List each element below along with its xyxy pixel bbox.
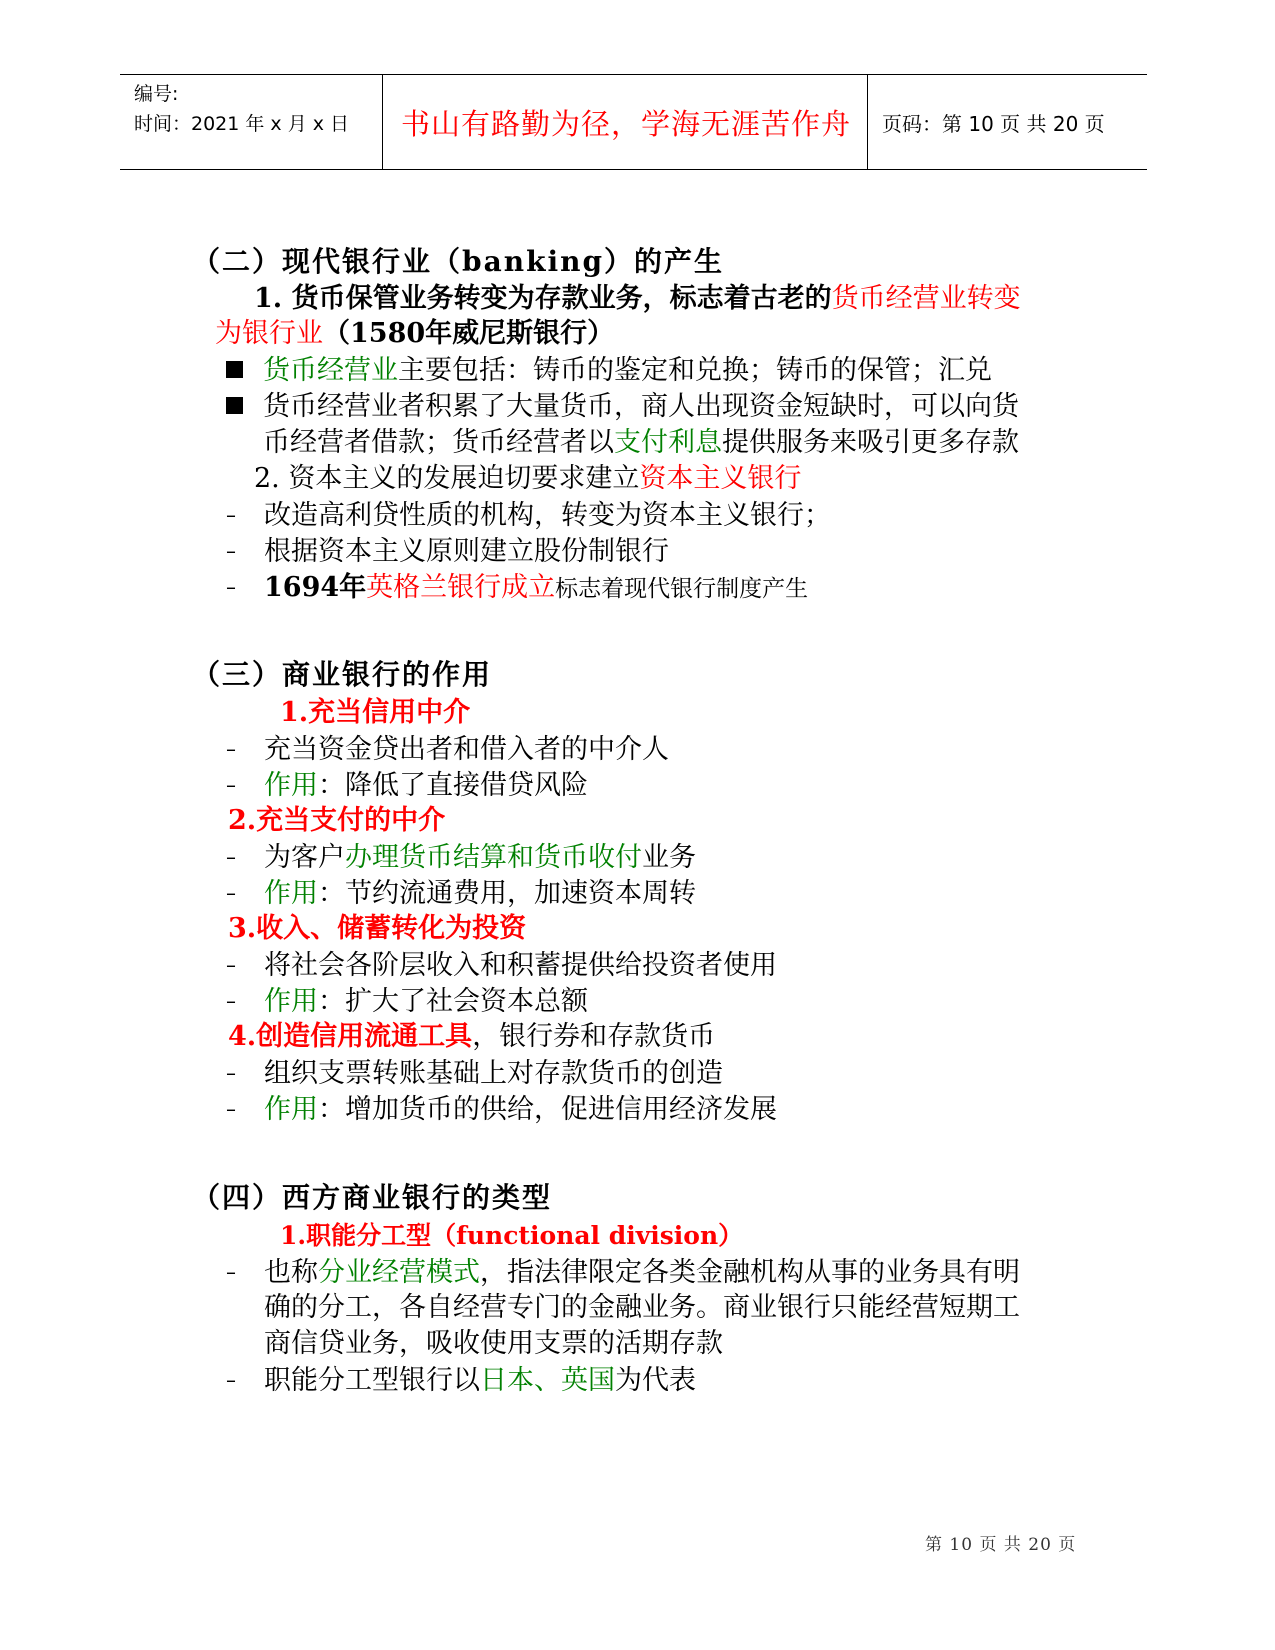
dash-item <box>226 1091 777 1128</box>
text: 为客户 <box>264 842 345 873</box>
text: ：扩大了社会资本总额 <box>318 986 588 1017</box>
header-motto: 书山有路勤为径，学海无涯苦作舟 <box>400 106 851 141</box>
text: ，指法律限定各类金融机构从事的业务具有明 <box>480 1257 1020 1288</box>
text: 充当资金贷出者和借入者的中介人 <box>264 734 669 765</box>
header-divider <box>382 75 383 169</box>
dash-item <box>226 947 777 984</box>
dash-bullet-icon: – <box>226 1097 236 1121</box>
dash-bullet-icon: – <box>226 539 236 563</box>
text: ，银行券和存款货币 <box>472 1021 716 1052</box>
subsection-title: 2.充当支付的中介 <box>228 805 446 836</box>
subsection-title: 3.收入、储蓄转化为投资 <box>228 913 527 944</box>
text: 币经营者借款；货币经营者以 <box>263 427 614 458</box>
dash-bullet-icon: – <box>226 1061 236 1085</box>
text: ：增加货币的供给，促进信用经济发展 <box>318 1094 777 1125</box>
text: 标志着现代银行制度产生 <box>555 576 809 602</box>
text: 业务 <box>642 842 696 873</box>
square-bullet-icon <box>226 361 243 378</box>
dash-item <box>226 767 588 804</box>
dash-item <box>226 569 808 607</box>
dash-bullet-icon: – <box>226 881 236 905</box>
dash-bullet-icon: – <box>226 737 236 761</box>
dash-item-continued: 商信贷业务，吸收使用支票的活期存款 <box>264 1328 723 1359</box>
time-label: 时间：2021 年 x 月 x 日 <box>134 113 350 135</box>
subsection-title <box>228 1019 715 1055</box>
page-footer: 第 10 页 共 20 页 <box>925 1535 1077 1555</box>
highlight-red: 为银行业 <box>215 318 323 349</box>
text: ：节约流通费用，加速资本周转 <box>318 878 696 909</box>
text: 货币经营业者积累了大量货币，商人出现资金短缺时，可以向货 <box>263 391 1019 422</box>
highlight-red: 4.创造信用流通工具 <box>228 1021 473 1052</box>
bullet-item <box>226 353 992 389</box>
highlight-green: 办理货币结算和货币收付 <box>345 842 642 873</box>
dash-bullet-icon: – <box>226 503 236 527</box>
highlight-red: 英格兰银行成立 <box>366 572 556 603</box>
text: 1. 货币保管业务转变为存款业务，标志着古老的 <box>254 283 832 314</box>
text: 主要包括：铸币的鉴定和兑换；铸币的保管；汇兑 <box>398 355 992 386</box>
section-title: （三）商业银行的作用 <box>192 658 493 691</box>
header-meta <box>134 79 349 139</box>
highlight-green: 作用 <box>264 1094 318 1125</box>
subsection-title: 1.充当信用中介 <box>280 697 471 728</box>
text: ：降低了直接借贷风险 <box>318 770 588 801</box>
dash-bullet-icon: – <box>226 575 236 599</box>
dash-item <box>226 983 588 1020</box>
dash-item <box>226 1362 696 1399</box>
highlight-red: 货币经营业转变 <box>831 283 1021 314</box>
bullet-item <box>226 389 1019 425</box>
text: 提供服务来吸引更多存款 <box>722 427 1019 458</box>
highlight-green: 日本、英国 <box>480 1365 615 1396</box>
paragraph-line <box>254 461 801 497</box>
highlight-green: 支付利息 <box>614 427 722 458</box>
text: 组织支票转账基础上对存款货币的创造 <box>264 1058 723 1089</box>
dash-item <box>226 731 669 768</box>
serial-label: 编号: <box>134 83 179 105</box>
dash-item-continued: 确的分工，各自经营专门的金融业务。商业银行只能经营短期工 <box>264 1292 1020 1323</box>
text: 也称 <box>264 1257 318 1288</box>
subsection-title: 1.职能分工型（functional division） <box>280 1221 744 1250</box>
text: 1694年 <box>264 572 367 603</box>
dash-item <box>226 1055 723 1092</box>
dash-item <box>226 497 831 534</box>
text: 职能分工型银行以 <box>264 1365 480 1396</box>
text: （1580年威尼斯银行） <box>323 318 615 349</box>
square-bullet-icon <box>226 397 243 414</box>
dash-bullet-icon: – <box>226 1260 236 1284</box>
dash-bullet-icon: – <box>226 773 236 797</box>
dash-item <box>226 839 696 876</box>
dash-bullet-icon: – <box>226 953 236 977</box>
bullet-item-continued <box>263 425 1019 461</box>
dash-item <box>226 1254 1020 1291</box>
dash-item <box>226 533 669 570</box>
text: 将社会各阶层收入和积蓄提供给投资者使用 <box>264 950 777 981</box>
paragraph-line <box>215 316 614 352</box>
header-page-info: 页码：第 10 页 共 20 页 <box>882 111 1105 136</box>
dash-item <box>226 875 696 912</box>
text: 2. 资本主义的发展迫切要求建立 <box>254 463 640 494</box>
highlight-green: 货币经营业 <box>263 355 398 386</box>
highlight-green: 分业经营模式 <box>318 1257 480 1288</box>
highlight-green: 作用 <box>264 986 318 1017</box>
dash-bullet-icon: – <box>226 1368 236 1392</box>
highlight-green: 作用 <box>264 770 318 801</box>
highlight-green: 作用 <box>264 878 318 909</box>
section-title: （四）西方商业银行的类型 <box>192 1181 553 1214</box>
highlight-red: 资本主义银行 <box>639 463 802 494</box>
text: 改造高利贷性质的机构，转变为资本主义银行； <box>264 500 831 531</box>
dash-bullet-icon: – <box>226 989 236 1013</box>
dash-bullet-icon: – <box>226 845 236 869</box>
section-title: （二）现代银行业（banking）的产生 <box>192 245 725 278</box>
header-divider <box>867 75 868 169</box>
paragraph-line <box>254 281 1021 317</box>
header-table <box>120 74 1147 170</box>
text: 根据资本主义原则建立股份制银行 <box>264 536 669 567</box>
text: 为代表 <box>615 1365 696 1396</box>
